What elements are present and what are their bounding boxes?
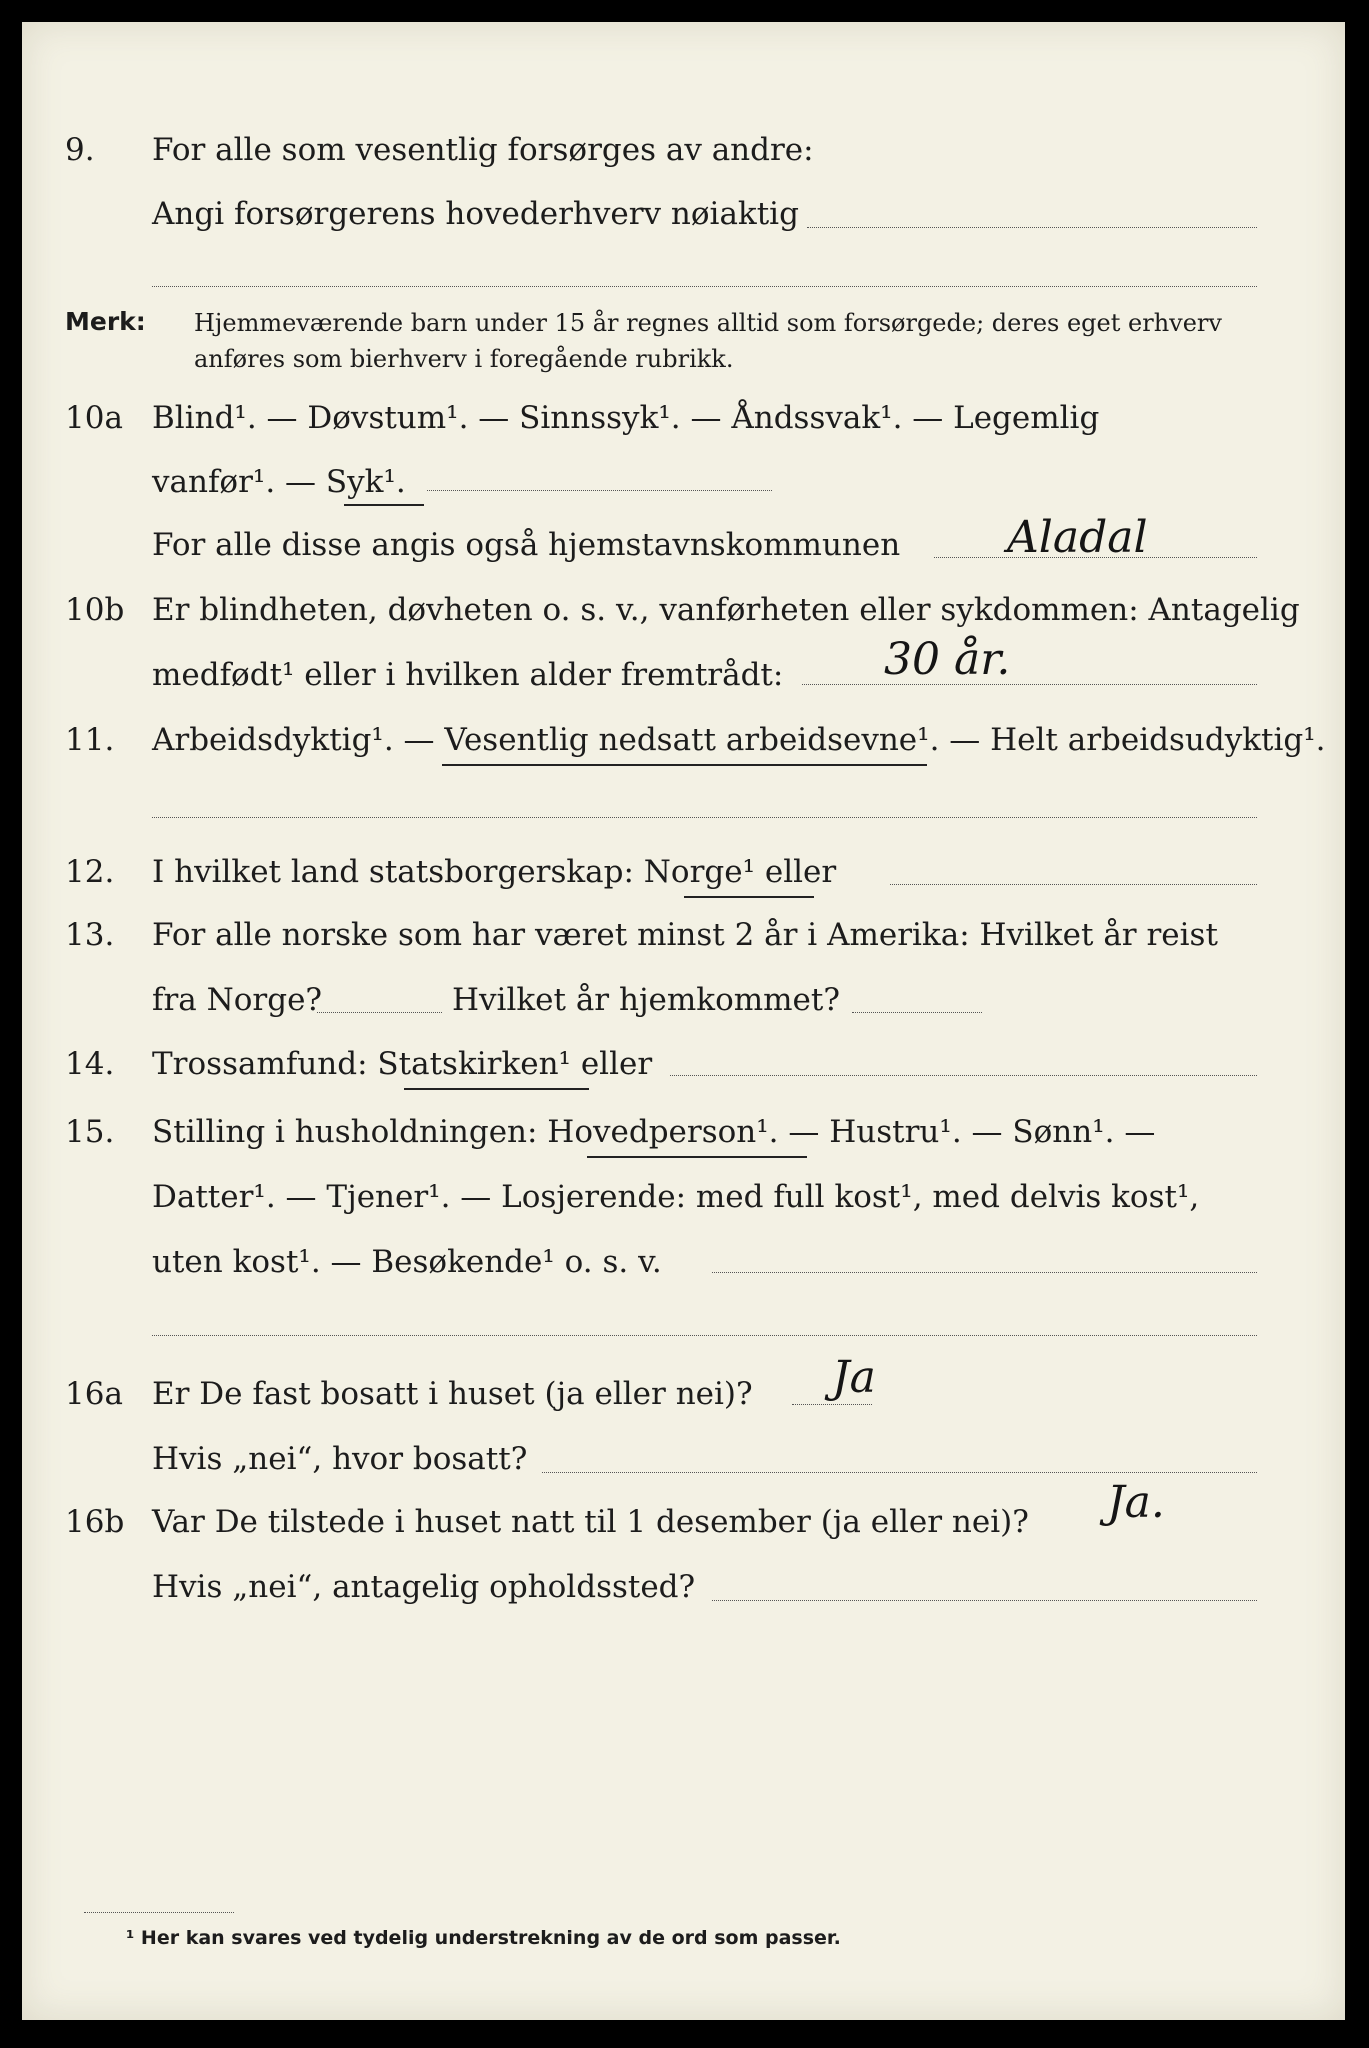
question-text: Hvis „nei“, hvor bosatt? bbox=[152, 1441, 528, 1477]
answer-underline bbox=[404, 1088, 589, 1090]
census-form-page bbox=[22, 22, 1345, 2020]
question-number: 9. bbox=[65, 132, 95, 168]
question-number: 16a bbox=[65, 1376, 123, 1412]
question-text: For alle som vesentlig forsørges av andre: bbox=[152, 132, 814, 168]
answer-underline bbox=[684, 896, 814, 898]
footnote: ¹ Her kan svares ved tydelig understrekning av de ord som passer. bbox=[126, 1927, 841, 1949]
note-text: anføres som bierhverv i foregående rubrikk. bbox=[194, 345, 734, 373]
question-number: 10b bbox=[65, 592, 125, 628]
question-text: Blind¹. — Døvstum¹. — Sinnssyk¹. — Åndssvak¹. — Legemlig bbox=[152, 400, 1100, 436]
footnote-rule bbox=[84, 1912, 234, 1913]
question-text: vanfør¹. — Syk¹. bbox=[152, 464, 406, 500]
answer-line[interactable] bbox=[317, 1012, 442, 1013]
question-text: Trossamfund: Statskirken¹ eller bbox=[152, 1046, 653, 1082]
question-text: uten kost¹. — Besøkende¹ o. s. v. bbox=[152, 1244, 662, 1280]
answer-line[interactable] bbox=[542, 1472, 1257, 1473]
question-text: Var De tilstede i huset natt til 1 desember (ja eller nei)? bbox=[152, 1504, 1029, 1540]
answer-line[interactable] bbox=[712, 1272, 1257, 1273]
question-text: Er De fast bosatt i huset (ja eller nei)? bbox=[152, 1376, 753, 1412]
separator-line bbox=[152, 1335, 1257, 1336]
question-number: 13. bbox=[65, 917, 115, 953]
answer-line[interactable] bbox=[802, 684, 1257, 685]
separator-line bbox=[152, 286, 1257, 287]
question-number: 11. bbox=[65, 722, 115, 758]
question-text: Hvilket år hjemkommet? bbox=[452, 982, 840, 1018]
handwritten-answer[interactable]: 30 år. bbox=[884, 634, 1011, 685]
question-text: Stilling i husholdningen: Hovedperson¹. — Hustru¹. — Sønn¹. — bbox=[152, 1114, 1156, 1150]
question-number: 10a bbox=[65, 400, 123, 436]
answer-line[interactable] bbox=[427, 490, 772, 491]
question-number: 14. bbox=[65, 1046, 115, 1082]
answer-line[interactable] bbox=[670, 1075, 1257, 1076]
question-text: Er blindheten, døvheten o. s. v., vanførheten eller sykdommen: Antagelig bbox=[152, 592, 1300, 628]
answer-underline bbox=[442, 764, 927, 766]
answer-underline bbox=[587, 1156, 807, 1158]
handwritten-answer[interactable]: Ja bbox=[832, 1352, 876, 1403]
separator-line bbox=[152, 817, 1257, 818]
question-text: Arbeidsdyktig¹. — Vesentlig nedsatt arbeidsevne¹. — Helt arbeidsudyktig¹. bbox=[152, 722, 1326, 758]
answer-line[interactable] bbox=[807, 227, 1257, 228]
answer-line[interactable] bbox=[712, 1600, 1257, 1601]
question-text: For alle norske som har været minst 2 år i Amerika: Hvilket år reist bbox=[152, 917, 1218, 953]
handwritten-answer[interactable]: Aladal bbox=[1007, 512, 1148, 563]
handwritten-answer[interactable]: Ja. bbox=[1107, 1477, 1165, 1528]
question-text: Hvis „nei“, antagelig opholdssted? bbox=[152, 1569, 696, 1605]
note-label: Merk: bbox=[65, 307, 146, 336]
question-number: 16b bbox=[65, 1504, 125, 1540]
question-text: For alle disse angis også hjemstavnskommunen bbox=[152, 527, 901, 563]
question-text: Angi forsørgerens hovederhverv nøiaktig bbox=[152, 196, 799, 232]
answer-underline bbox=[344, 504, 424, 506]
answer-line[interactable] bbox=[852, 1012, 982, 1013]
answer-line[interactable] bbox=[890, 884, 1257, 885]
note-text: Hjemmeværende barn under 15 år regnes alltid som forsørgede; deres eget erhverv bbox=[194, 309, 1222, 337]
answer-line[interactable] bbox=[792, 1404, 872, 1405]
question-text: medfødt¹ eller i hvilken alder fremtrådt: bbox=[152, 657, 784, 693]
question-text: I hvilket land statsborgerskap: Norge¹ eller bbox=[152, 854, 837, 890]
question-number: 12. bbox=[65, 854, 115, 890]
question-text: fra Norge? bbox=[152, 982, 323, 1018]
question-text: Datter¹. — Tjener¹. — Losjerende: med full kost¹, med delvis kost¹, bbox=[152, 1179, 1200, 1215]
question-number: 15. bbox=[65, 1114, 115, 1150]
